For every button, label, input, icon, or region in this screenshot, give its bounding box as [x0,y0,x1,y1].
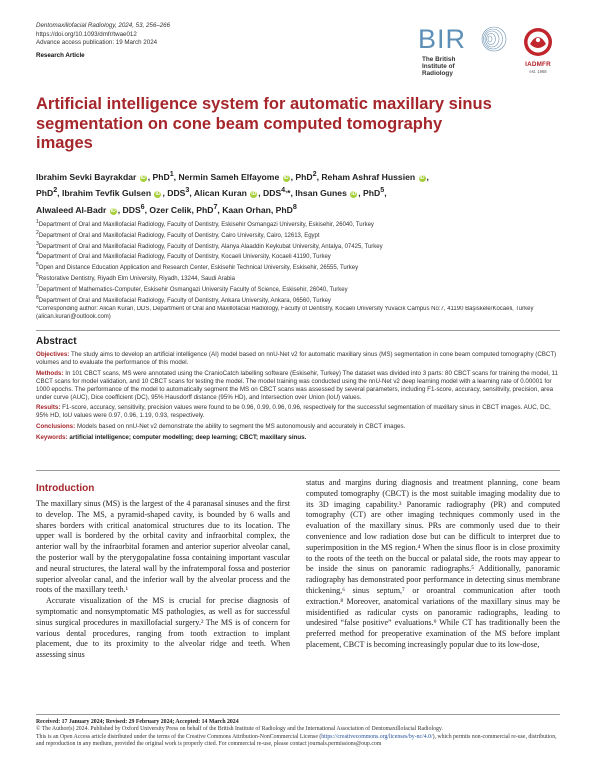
affiliation-item: $^5$Open and Distance Education Application and Research Center, Eskisehir Technical University, Eskisehir, 26555, Turkey [36,262,359,272]
bir-logo [418,22,508,80]
author-line-2: PhD$^2$, Ibrahim Tevfik Gulsen iD , DDS$^3$, Alican Kuran iD , $DDS^{4,}*$, Ihsan Gunes iD , PhD$^5$, [36,186,387,199]
abstract-heading: Abstract [36,336,77,347]
author-list [36,168,556,217]
advance-access-date: Advance access publication: 19 March 2024 [36,39,158,47]
received-dates: Received: 17 January 2024; Revised: 29 February 2024; Accepted: 14 March 2024 [36,719,239,725]
orcid-icon[interactable]: iD [351,191,357,198]
affiliation-item: $^7$Department of Mathematics-Computer, Eskisehir Osmangazi University Faculty of Science, Eskisehir, 26040, Turkey [36,283,348,293]
keywords: Keywords: artificial intelligence; computer modelling; deep learning; CBCT; maxillary sinus. [36,434,307,442]
paragraph: status and margins during diagnosis and treatment planning, cone beam computed tomography (CBCT) is the most suitable imaging modality due to its 3D imaging capability.³ Panoramic radiography (PR) and computed tomography (CT) are other imaging techniques commonly used in the evaluation of the maxillary sinus. PRs are commonly used due to their convenience and low radiation dose but can be difficult to interpret due to superimposition in the MS region.⁴ When the sinus floor is in close proximity to the roots of the teeth on the buccal or palatal side, the roots may appear to be inside the sinus on panoramic radiographs.⁵ Additionally, panoramic radiography has demonstrated poor performance in detecting sinus membrane thickening,⁶ sinus septum,⁷ or oroantral communication after tooth extraction.⁸ Moreover, anatomical variations of the maxillary sinus may be misidentified as radicular cysts on panoramic radiographs, leading to undesired “false positive” evaluations.⁹ While CT has traditionally been the preferred method for preoperative examination of the MS before implant placement, CBCT is becoming increasingly popular due to its low-dose, [306,478,560,649]
header-meta [36,22,336,60]
article-footer [36,719,561,749]
abstract-objectives: Objectives: The study aims to develop an artificial intelligence (AI) model based on nnU-Net v2 for automatic maxillary sinus (MS) segmentation in cone beam computed tomography (CBCT) volumes and to evaluate the performance of this model. [36,351,557,366]
affiliation-item: $^1$Department of Oral and Maxillofacial Radiology, Faculty of Dentistry, Eskisehir Osmangazi University, Eskisehir, 26040, Turkey [36,219,374,228]
paragraph: The maxillary sinus (MS) is the largest of the 4 paranasal sinuses and the first to develop. The MS, a pyramid-shaped cavity, is bounded by 6 walls and shares borders with critical anatomical structures due to its location. The upper wall is bordered by the orbital cavity and infraorbital complex, the anterior wall by the infraorbital foramen and anterior superior alveolar canal, the posterior wall by the pterygopalatine fossa containing important vascular and neural structures, the lateral wall by the infratemporal fossa and posterior superior alveolar canal, and the inferior wall by the alveolar process and the roots of the maxillary teeth.¹ [36,499,290,595]
article-type: Research Article [36,51,85,59]
body-column-right [306,478,560,651]
affiliation-item: $^6$Restorative Dentistry, Riyadh Elm University, Riyadh, 13244, Saudi Arabia [36,272,235,282]
journal-citation: Dentomaxillofacial Radiology, 2024, 53, 256–266 [36,22,171,29]
bir-logo-letters: BIR [418,24,467,54]
iadmfr-logo [516,26,560,82]
affiliations [36,219,561,322]
license-link[interactable]: https://creativecommons.org/licenses/by-nc/4.0/ [321,733,433,740]
abstract-body [36,351,558,445]
orcid-icon[interactable]: iD [419,174,425,181]
iadmfr-est: est. 1968 [529,69,547,74]
bir-logo-name: The British Institute of Radiology [422,56,456,78]
divider [36,714,560,715]
article-title: Artificial intelligence system for automatic maxillary sinus segmentation on cone beam computed tomography images [36,95,492,152]
affiliation-item: $^8$Department of Oral and Maxillofacial Radiology, Faculty of Dentistry, Ankara University, Ankara, 06560, Turkey [36,294,331,304]
body-column-left [36,499,290,661]
copyright: © The Author(s) 2024. Published by Oxford University Press on behalf of the British Institute of Radiology and the International Association of Dentomaxillofacial Radiology. [36,726,443,733]
orcid-icon[interactable]: iD [155,191,161,198]
divider [36,330,560,331]
paragraph: Accurate visualization of the MS is crucial for precise diagnosis of symptomatic and nonsymptomatic MS pathologies, as well as for successful sinus surgical procedures in maxillofacial surgery.² The MS is of concern for various dental procedures, ranging from tooth extraction to implant placement, due to its proximity to the alveolar ridge and teeth. When assessing sinus [36,596,290,660]
abstract-conclusions: Conclusions: Models based on nnU-Net v2 demonstrate the ability to segment the MS autonomously and accurately in CBCT images. [36,423,406,431]
affiliation-item: $^3$Department of Oral and Maxillofacial Radiology, Faculty of Dentistry, Alanya Alaaddin Keykubat University, Antalya, 07425, Turkey [36,240,383,250]
abstract-results: Results: F1-score, accuracy, sensitivity, precision values were found to be 0.96, 0.99, 0.96, 0.96, respectively for the successful segmentation of maxillary sinus in CBCT images. AUC, DC, 95% HD, IoU values were 0.97, 0.96, 1.19, 0.93, respectively. [36,404,551,420]
divider [36,470,560,471]
doi-link[interactable]: https://doi.org/10.1093/dmfr/twae012 [36,30,137,38]
bir-swirl-icon [474,24,508,54]
affiliation-item: $^4$Department of Oral and Maxillofacial Radiology, Faculty of Dentistry, Kocaeli University, Kocaeli 41190, Turkey [36,251,331,261]
orcid-icon[interactable]: iD [110,207,116,214]
orcid-icon[interactable]: iD [283,174,289,181]
corresponding-author: *Corresponding author: Alican Kuran, DDS, Department of Oral and Maxillofacial Radiology, Faculty of Dentistry, Kocaeli University Yuvacık Campus No:7, 41190 Başiskele/Kocaeli, Turkey (alican.kuran@outlook.com) [36,306,534,321]
iadmfr-emblem-icon [516,26,560,60]
orcid-icon[interactable]: iD [140,174,146,181]
license-text: This is an Open Access article distributed under the terms of the Creative Commons Attribution-NonCommercial License (https://creativecommons.org/licenses/by-nc/4.0/), which permits non-commercial re-use, distribution, and reproduction in any medium, provided the original work is properly cited. For commercial re-use, please contact journals.permissions@oup.com [36,733,557,748]
introduction-heading: Introduction [36,483,95,494]
iadmfr-name: IADMFR [525,61,551,68]
orcid-icon[interactable]: iD [251,191,257,198]
affiliation-item: $^2$Department of Oral and Maxillofacial Radiology, Faculty of Dentistry, Cairo University, Cairo, 12613, Egypt [36,229,320,239]
abstract-methods: Methods: In 101 CBCT scans, MS were annotated using the CranioCatch labelling software (Eskisehir, Turkey) The dataset was divided into 3 parts: 80 CBCT scans for training the model, 11 CBCT scans for model validation, and 10 CBCT scans for testing the model. The model training was conducted using the nnU-Net v2 deep learning model with a learning rate of 0.00001 for 1000 epochs. The performance of the model to automatically segment the MS on CBCT scans was assessed by several parameters, including F1-score, accuracy, sensitivity, precision, area under curve (AUC), Dice coefficient (DC), 95% Hausdorff distance (95% HD), and Intersection over Union (IoU) values. [36,369,558,401]
author-line-1: Ibrahim Sevki Bayrakdar iD , PhD$^1$, Nermin Sameh Elfayome iD , PhD$^2$, Reham Ashraf Hussien iD , [36,170,429,182]
author-line-3: Alwaleed Al-Badr iD , DDS$^6$, Ozer Celik, PhD$^7$, Kaan Orhan, PhD$^8$ [36,202,297,215]
